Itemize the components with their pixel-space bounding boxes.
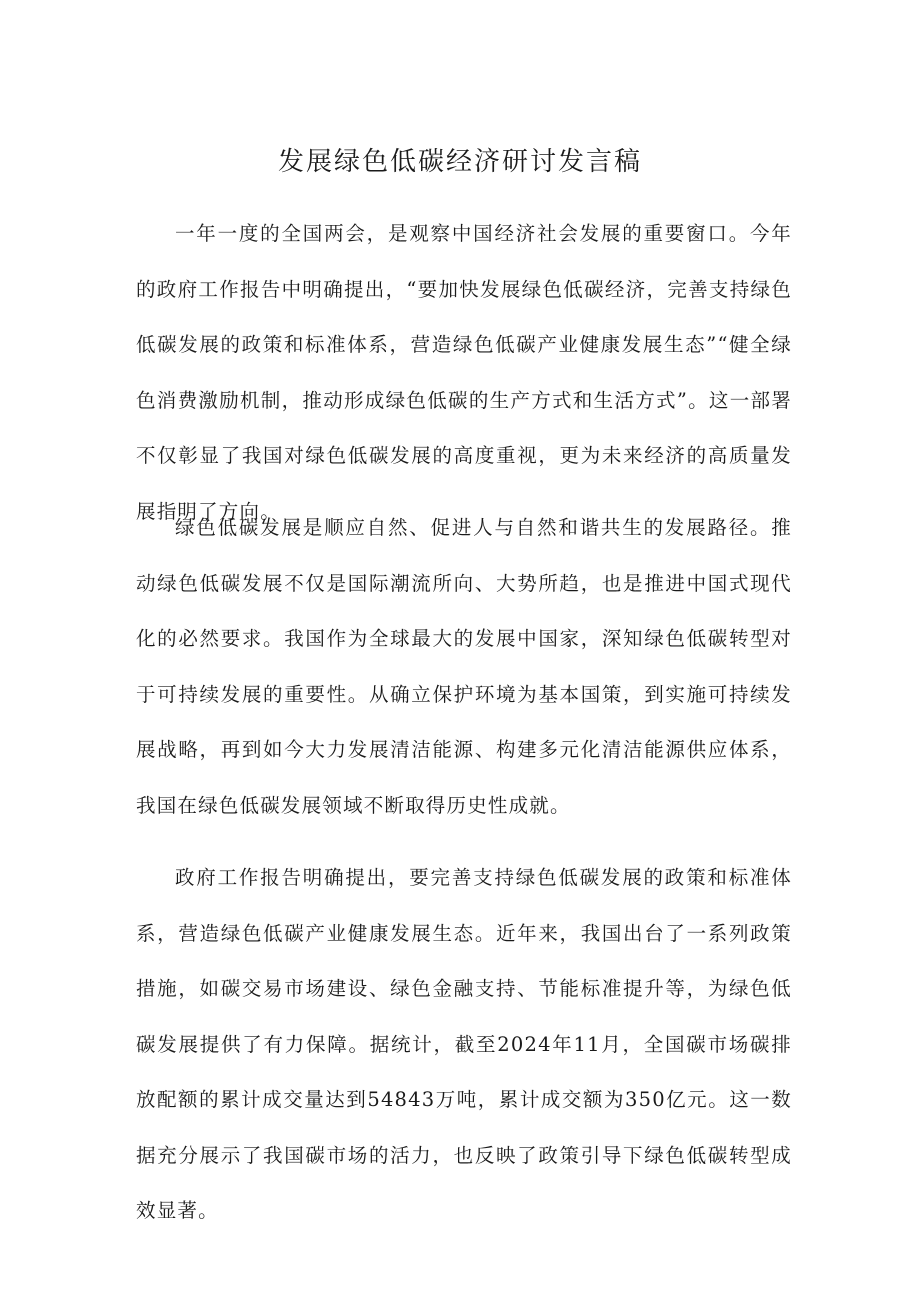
paragraph: 绿色低碳发展是顺应自然、促进人与自然和谐共生的发展路径。推动绿色低碳发展不仅是国际潮流所向、大势所趋，也是推进中国式现代化的必然要求。我国作为全球最大的发展中国家，深知绿色低碳转型对于可持续发展的重要性。从确立保护环境为基本国策，到实施可持续发展战略，再到如今大力发展清洁能源、构建多元化清洁能源供应体系，我国在绿色低碳发展领域不断取得历史性成就。	[136, 516, 792, 817]
paragraph: 政府工作报告明确提出，要完善支持绿色低碳发展的政策和标准体系，营造绿色低碳产业健康发展生态。近年来，我国出台了一系列政策措施，如碳交易市场建设、绿色金融支持、节能标准提升等，为绿色低碳发展提供了有力保障。据统计，截至2024年11月，全国碳市场碳排放配额的累计成交量达到54843万吨，累计成交额为350亿元。这一数据充分展示了我国碳市场的活力，也反映了政策引导下绿色低碳转型成效显著。	[136, 866, 792, 1222]
document-title: 发展绿色低碳经济研讨发言稿	[277, 147, 642, 177]
paragraph: 一年一度的全国两会，是观察中国经济社会发展的重要窗口。今年的政府工作报告中明确提出，“要加快发展绿色低碳经济，完善支持绿色低碳发展的政策和标准体系，营造绿色低碳产业健康发展生态”“健全绿色消费激励机制，推动形成绿色低碳的生产方式和生活方式”。这一部署不仅彰显了我国对绿色低碳发展的高度重视，更为未来经济的高质量发展指明了方向。	[136, 222, 792, 523]
